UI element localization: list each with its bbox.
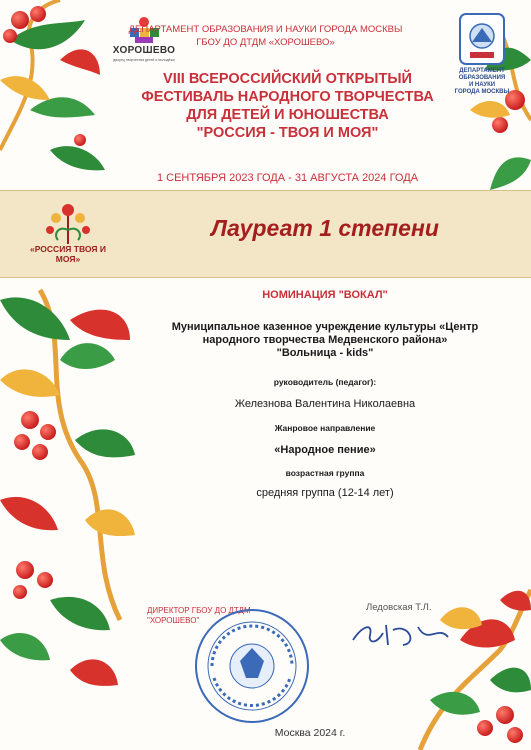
org-line-2: народного творчества Медвенского района»	[202, 334, 448, 346]
signer-name: Ледовская Т.Л.	[366, 602, 432, 613]
caption-line: ГОРОДА МОСКВЫ	[454, 89, 510, 95]
festival-logo	[18, 200, 118, 270]
age-label: возрастная группа	[285, 468, 365, 478]
caption-line: ОБРАЗОВАНИЯ	[458, 75, 506, 81]
leader-label: руководитель (педагог):	[273, 377, 377, 387]
laureate-title: Лауреат 1 степени	[211, 215, 439, 241]
festival-tree-icon	[18, 200, 118, 244]
festival-title-line-1: VIII ВСЕРОССИЙСКИЙ ОТКРЫТЫЙ	[163, 71, 412, 87]
director-line-2: "ХОРОШЕВО"	[147, 616, 200, 625]
department-line-2: ГБОУ ДО ДТДМ «ХОРОШЕВО»	[196, 37, 335, 48]
festival-dates: 1 СЕНТЯБРЯ 2023 ГОДА - 31 АВГУСТА 2024 ГОДА	[156, 172, 419, 184]
leader-name: Железнова Валентина Николаевна	[234, 398, 416, 410]
khoroshevo-logo-sub: дворец творчества детей и молодёжи	[113, 58, 175, 62]
caption-line: ДЕПАРТАМЕНТ	[459, 68, 505, 74]
city-year: Москва 2024 г.	[274, 727, 346, 739]
genre-label: Жанровое направление	[274, 423, 376, 433]
age-value: средняя группа (12-14 лет)	[256, 487, 394, 499]
official-stamp	[192, 606, 312, 726]
ornament-left-column	[0, 290, 135, 686]
department-line-1: ДЕПАРТАМЕНТ ОБРАЗОВАНИЯ И НАУКИ ГОРОДА МОСКВЫ	[128, 24, 403, 35]
festival-title-line-3: ДЛЯ ДЕТЕЙ И ЮНОШЕСТВА	[186, 107, 389, 123]
genre-value: «Народное пение»	[274, 444, 376, 456]
moscow-education-dept-logo	[452, 12, 512, 98]
director-line-1: ДИРЕКТОР ГБОУ ДО ДТДМ	[147, 606, 251, 615]
festival-title-line-2: ФЕСТИВАЛЬ НАРОДНОГО ТВОРЧЕСТВА	[141, 89, 434, 105]
moscow-dept-caption	[452, 68, 512, 96]
nomination: НОМИНАЦИЯ "ВОКАЛ"	[262, 289, 388, 301]
ornament-bottom-right	[420, 590, 531, 750]
festival-title-line-4: "РОССИЯ - ТВОЯ И МОЯ"	[196, 125, 379, 141]
khoroshevo-logo-word: ХОРОШЕВО	[112, 45, 176, 56]
org-line-3: "Вольница - kids"	[276, 347, 374, 359]
moscow-dept-emblem-icon	[452, 12, 512, 66]
handwritten-signature	[348, 615, 458, 655]
org-line-1: Муниципальное казенное учреждение культуры «Центр	[171, 321, 479, 333]
caption-line: И НАУКИ	[468, 82, 496, 88]
festival-logo-text: «РОССИЯ ТВОЯ И МОЯ»	[30, 244, 106, 264]
